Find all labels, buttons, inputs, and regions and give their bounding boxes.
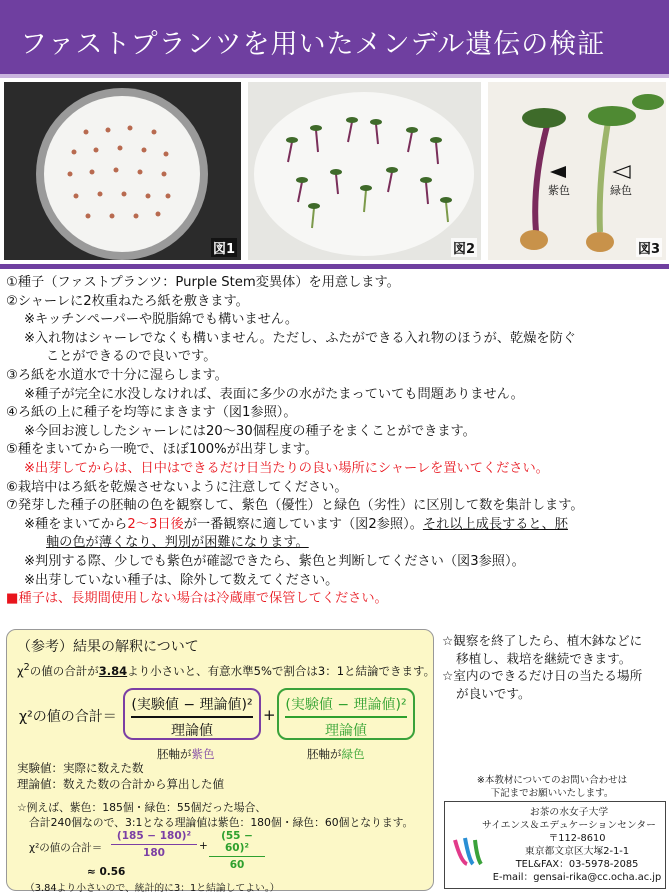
example-line-1: ☆例えば、紫色：185個・緑色：55個だった場合、 — [17, 801, 267, 814]
contact-tel: TEL&FAX：03-5978-2085 — [515, 859, 639, 870]
step-2-note-c: ことができるので良いです。 — [46, 349, 217, 365]
step-7-note-a-mid: が一番観察に適しています（図2参照）。 — [183, 516, 423, 532]
formula-left: χ²の値の合計＝ — [19, 709, 117, 725]
green-term-numerator: (実験値 − 理論値)² — [285, 697, 407, 713]
contact-organization — [473, 806, 665, 832]
chi-line-mid: の値の合計が — [29, 663, 99, 678]
threshold-value: 3.84 — [98, 663, 128, 678]
example-line-2: 合計240個なので、3:1となる理論値は紫色：180個・緑色：60個となります。 — [29, 816, 414, 829]
chi-line-post: より小さいと、有意水準5%で割合は3：1と結論できます。 — [127, 663, 436, 678]
step-2: ②シャーレに2枚重ねたろ紙を敷きます。 — [6, 293, 249, 309]
note-2: ☆室内のできるだけ日の当たる場所 — [442, 668, 643, 683]
definition-expected: 理論値：数えた数の合計から算出した値 — [17, 777, 224, 791]
hypocotyl-illustration — [488, 82, 666, 260]
note-1: ☆観察を終了したら、植木鉢などに — [442, 633, 643, 648]
center-logo-icon — [451, 834, 489, 868]
step-2-note-a: ※キッチンペーパーや脱脂綿でも構いません。 — [24, 312, 299, 328]
green-term-fraction-bar — [285, 716, 407, 718]
step-7-note-a — [6, 516, 666, 535]
purple-marker-label: 紫色 — [548, 184, 570, 197]
caption-2-prefix: 胚軸が — [307, 747, 342, 761]
step-5-warning: ※出芽してからは、日中はできるだけ日当たりの良い場所にシャーレを置いてください。 — [24, 460, 549, 476]
green-term-box — [277, 688, 415, 740]
figure-3-label: 図3 — [636, 238, 662, 257]
definition-observed: 実験値：実際に数えた数 — [17, 761, 144, 775]
step-7-note-c: ※判別する際、少しでも紫色が確認できたら、紫色と判断してください（図3参照）。 — [24, 553, 525, 569]
reference-title: （参考）結果の解釈について — [17, 639, 199, 655]
caption-2-color: 緑色 — [341, 747, 365, 761]
purple-term-box — [123, 688, 261, 740]
purple-term-numerator: (実験値 − 理論値)² — [131, 697, 253, 713]
chi-symbol: χ — [17, 663, 24, 678]
step-7-note-d: ※出芽していない種子は、除外して数えてください。 — [24, 572, 339, 588]
calc-den-2: 60 — [229, 859, 245, 871]
green-marker-label: 緑色 — [610, 184, 632, 197]
procedure-steps — [6, 274, 666, 609]
contact-note-line-1: ※本教材についてのお問い合わせは — [476, 775, 628, 786]
calc-result: ≈ 0.56 — [87, 866, 126, 878]
divider-bar — [0, 264, 669, 269]
step-7: ⑦発芽した種子の胚軸の色を観察して、紫色（優性）と緑色（劣性）に区別して数を集計します。 — [6, 498, 584, 514]
figure-3-hypocotyl-photo — [488, 82, 666, 260]
caption-1-prefix: 胚軸が — [157, 747, 192, 761]
step-6: ⑥栽培中はろ紙を乾燥させないように注意してください。 — [6, 479, 348, 495]
calc-fraction-purple — [111, 830, 197, 859]
calc-bar-2 — [209, 856, 265, 857]
photo-strip — [0, 78, 669, 264]
step-7-note-a-pre: ※種をまいてから — [24, 516, 128, 532]
calc-bar-1 — [111, 844, 197, 845]
contact-email[interactable]: E-mail：gensai-rika@cc.ocha.ac.jp — [492, 872, 662, 883]
contact-note — [462, 774, 642, 800]
step-1: ①種子（ファストプランツ：Purple Stem変異体）を用意します。 — [6, 275, 400, 290]
step-7-note-a-underlined: それ以上成長すると、胚 — [422, 516, 568, 532]
calc-label: χ²の値の合計＝ — [29, 842, 103, 854]
step-5: ⑤種をまいてから一晩で、ほぼ100%が出芽します。 — [6, 442, 318, 458]
step-3-note: ※種子が完全に水没しなければ、表面に多少の水がたまっていても問題ありません。 — [24, 386, 524, 402]
reference-chi-line — [17, 662, 435, 679]
calc-den-1: 180 — [143, 847, 165, 859]
page-title: ファストプランツを用いたメンデル遺伝の検証 — [20, 29, 606, 60]
step-4: ④ろ紙の上に種子を均等にまきます（図1参照）。 — [6, 405, 297, 421]
seedlings-illustration — [248, 82, 481, 260]
formula-plus: + — [263, 706, 276, 724]
step-2-note-b: ※入れ物はシャーレでなくも構いません。ただし、ふたができる入れ物のほうが、乾燥を防ぐ — [24, 330, 576, 346]
step-7-timing-highlight: 2～3日後 — [127, 516, 184, 532]
calc-plus: + — [199, 840, 208, 852]
example-calculation — [29, 830, 289, 871]
step-3: ③ろ紙を水道水で十分に湿らします。 — [6, 367, 228, 383]
calc-num-1: (185 − 180)² — [116, 830, 192, 842]
contact-street: 東京都文京区大塚2-1-1 — [524, 846, 630, 857]
contact-center: サイエンス＆エデュケーションセンター — [482, 820, 656, 831]
contact-university: お茶の水女子大学 — [529, 807, 609, 818]
figure-1-label: 図1 — [211, 238, 237, 257]
contact-address — [489, 832, 665, 884]
reference-box — [6, 629, 436, 894]
caption-1-color: 紫色 — [191, 747, 215, 761]
header-banner — [0, 0, 669, 78]
petri-dish-illustration — [4, 82, 241, 260]
green-term-denominator: 理論値 — [325, 722, 367, 739]
contact-box — [444, 801, 666, 889]
figure-2-label: 図2 — [451, 238, 477, 257]
contact-note-line-2: 下記までお願いいたします。 — [490, 788, 614, 799]
storage-warning: ■種子は、長期間使用しない場合は冷蔵庫で保管してください。 — [6, 591, 388, 607]
note-2-cont: が良いです。 — [456, 685, 531, 701]
side-notes — [442, 632, 664, 702]
calc-fraction-green — [209, 830, 265, 871]
calc-conclusion: （3.84より小さいので、統計的に3：1と結論してよい。） — [25, 883, 280, 894]
purple-term-denominator: 理論値 — [171, 722, 213, 739]
chi-superscript: 2 — [23, 662, 30, 673]
green-term-caption — [307, 746, 365, 762]
note-1-cont: 移植し、栽培を継続できます。 — [456, 650, 632, 666]
calc-num-2: (55 − 60)² — [221, 830, 253, 854]
definitions — [17, 760, 224, 792]
example — [17, 800, 413, 830]
purple-term-fraction-bar — [131, 716, 253, 718]
figure-2-seedlings-photo — [248, 82, 481, 260]
step-4-note: ※今回お渡ししたシャーレには20～30個程度の種子をまくことができます。 — [24, 423, 476, 439]
contact-zip: 〒112-8610 — [548, 833, 606, 844]
figure-1-petri-dish-photo — [4, 82, 241, 260]
step-7-note-b: 軸の色が薄くなり、判別が困難になります。 — [46, 535, 309, 551]
